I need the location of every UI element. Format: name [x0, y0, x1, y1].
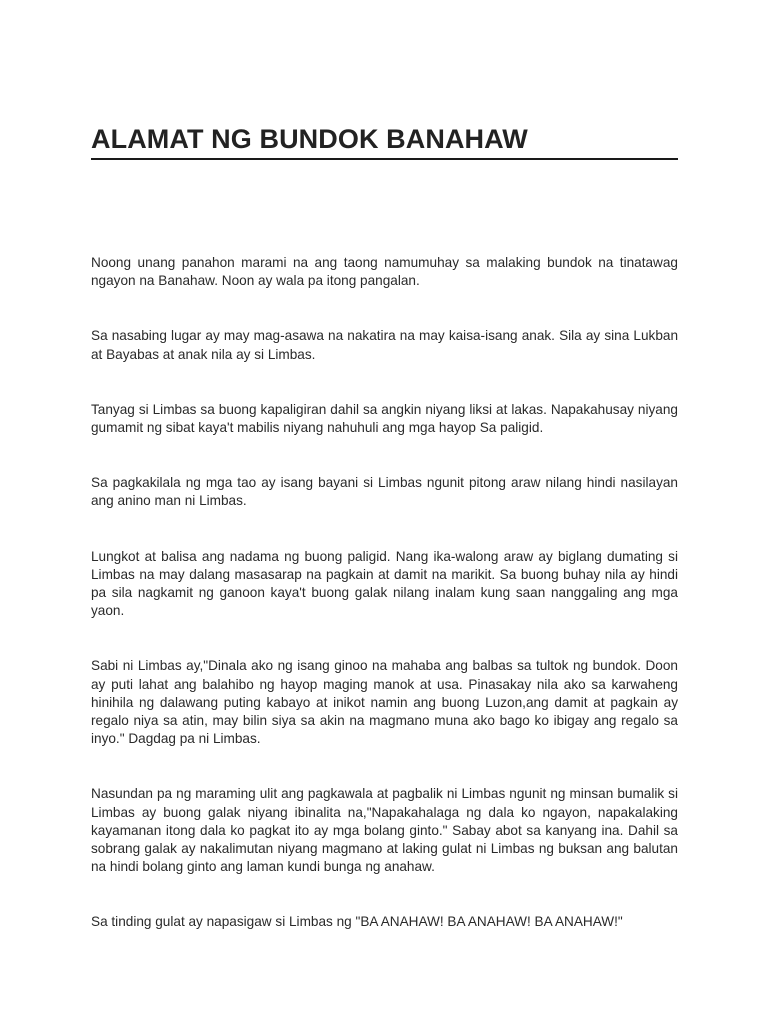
paragraph-3: Tanyag si Limbas sa buong kapaligiran dahil sa angkin niyang liksi at lakas. Napakahusay niyang gumamit ng sibat kaya't mabilis niyang nahuhuli ang mga hayop Sa paligid.	[91, 401, 678, 436]
paragraph-7: Nasundan pa ng maraming ulit ang pagkawala at pagbalik ni Limbas ngunit ng minsan bumalik si Limbas ay buong galak niyang ibinalita na,"Napakahalaga ng dala ko ngayon, napakalaking kayamanan itong dala ko pagkat ito ay mga bolang ginto." Sabay abot sa kanyang ina. Dahil sa sobrang galak ay nakalimutan niyang magmano at laking gulat ni Limbas ng buksan ang balutan na hindi bolang ginto ang laman kundi bunga ng anahaw.	[91, 786, 678, 875]
paragraph-8: Sa tinding gulat ay napasigaw si Limbas ng "BA ANAHAW! BA ANAHAW! BA ANAHAW!"	[91, 914, 623, 930]
paragraph-1: Noong unang panahon marami na ang taong namumuhay sa malaking bundok na tinatawag ngayon na Banahaw. Noon ay wala pa itong pangalan.	[91, 255, 678, 289]
document-title: ALAMAT NG BUNDOK BANAHAW	[91, 124, 528, 154]
paragraph-2: Sa nasabing lugar ay may mag-asawa na nakatira na may kaisa-isang anak. Sila ay sina Lukban at Bayabas at anak nila ay si Limbas.	[91, 328, 678, 362]
paragraph-6: Sabi ni Limbas ay,"Dinala ako ng isang ginoo na mahaba ang balbas sa tultok ng bundok. Doon ay puti lahat ang balahibo ng hayop maging manok at usa. Pinasakay nila ako sa karwaheng hinihila ng dalawang puting kabayo at inikot namin ang buong Luzon,ang damit at pagkain ay regalo niya sa atin, may bilin siya sa akin na magmano muna ako bago ko ibigay ang regalo sa inyo." Dagdag pa ni Limbas.	[91, 658, 678, 747]
document-page	[91, 0, 678, 1024]
paragraph-5: Lungkot at balisa ang nadama ng buong paligid. Nang ika-walong araw ay biglang dumating si Limbas na may dalang masasarap na pagkain at damit na marikit. Sa buong buhay nila ay hindi pa sila nagkamit ng ganoon kaya't buong galak nilang inalam kung saan nanggaling ang mga yaon.	[91, 548, 678, 619]
title-underline	[91, 158, 678, 160]
paragraph-4: Sa pagkakilala ng mga tao ay isang bayani si Limbas ngunit pitong araw nilang hindi nasilayan ang anino man ni Limbas.	[91, 475, 678, 509]
document-body	[91, 254, 678, 932]
